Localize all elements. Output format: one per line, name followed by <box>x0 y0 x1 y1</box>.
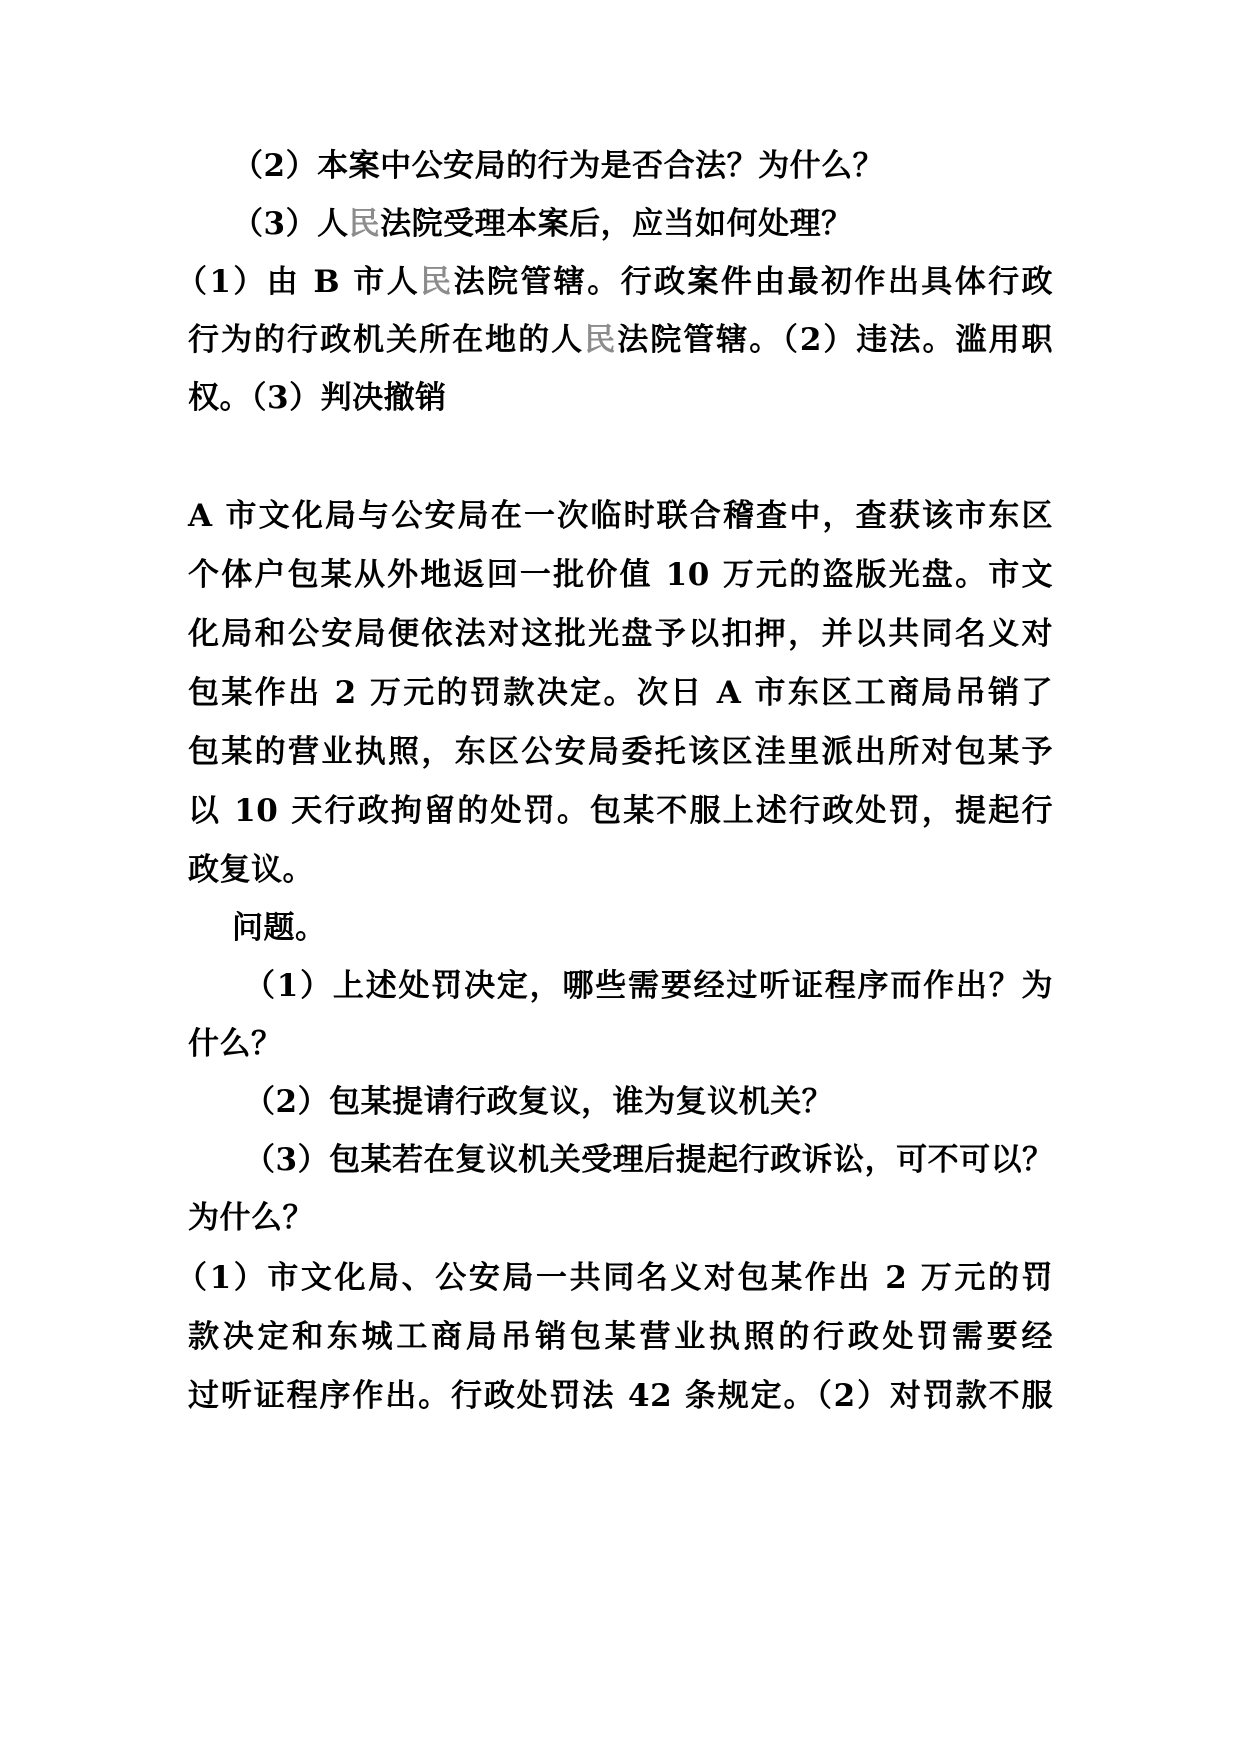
case-line-1: A 市文化局与公安局在一次临时联合稽查中，查获该市东区 <box>188 498 1053 534</box>
grey-character: 民 <box>584 322 618 358</box>
text-segment: 法院管辖。（2）违法。滥用职 <box>617 322 1054 358</box>
case-line-7: 政复议。 <box>188 852 314 888</box>
grey-character: 民 <box>348 206 381 242</box>
question-3-line-2: 为什么？ <box>188 1200 314 1236</box>
question-3-line-1: （3）包某若在复议机关受理后提起行政诉讼，可不可以？ <box>244 1142 1054 1178</box>
case-line-3: 化局和公安局便依法对这批光盘予以扣押，并以共同名义对 <box>188 616 1053 652</box>
answer-line-1: （1）市文化局、公安局一共同名义对包某作出 2 万元的罚 <box>176 1260 1053 1296</box>
answer-line-3: 过听证程序作出。行政处罚法 42 条规定。（2）对罚款不服 <box>188 1378 1053 1414</box>
question-1-line-2: 什么？ <box>188 1026 283 1062</box>
answer-prev-line-3: 权。（3）判决撤销 <box>188 380 447 416</box>
case-line-6: 以 10 天行政拘留的处罚。包某不服上述行政处罚，提起行 <box>188 793 1053 829</box>
text-segment: 法院管辖。行政案件由最初作出具体行政 <box>453 264 1054 300</box>
text-segment: （3）人 <box>232 206 349 242</box>
grey-character: 民 <box>420 264 454 300</box>
question-2-prev: （2）本案中公安局的行为是否合法？为什么？ <box>232 148 885 184</box>
question-1-line-1: （1）上述处罚决定，哪些需要经过听证程序而作出？为 <box>244 968 1053 1004</box>
answer-prev-line-1 <box>176 262 1053 302</box>
case-line-2: 个体户包某从外地返回一批价值 10 万元的盗版光盘。市文 <box>188 557 1053 593</box>
case-line-4: 包某作出 2 万元的罚款决定。次日 A 市东区工商局吊销了 <box>188 675 1053 711</box>
text-segment: 行为的行政机关所在地的人 <box>188 322 585 358</box>
questions-heading: 问题。 <box>232 910 327 946</box>
answer-line-2: 款决定和东城工商局吊销包某营业执照的行政处罚需要经 <box>188 1319 1053 1355</box>
case-line-5: 包某的营业执照，东区公安局委托该区洼里派出所对包某予 <box>188 734 1053 770</box>
question-3-prev <box>232 204 853 244</box>
answer-prev-line-2 <box>188 320 1053 360</box>
text-segment: （1）由 B 市人 <box>176 264 421 300</box>
question-2: （2）包某提请行政复议，谁为复议机关？ <box>244 1084 834 1120</box>
text-segment: 法院受理本案后，应当如何处理？ <box>380 206 853 242</box>
